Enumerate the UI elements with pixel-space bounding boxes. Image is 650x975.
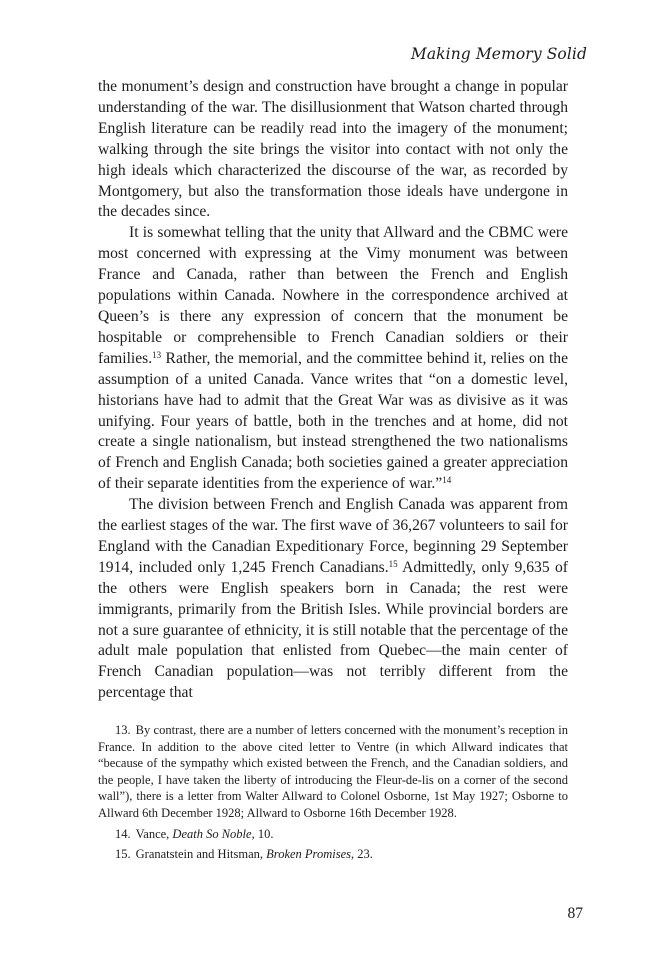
footnote-author: Granatstein and Hitsman, [135,847,264,862]
footnote-13 [98,722,568,822]
body-text [98,77,568,704]
footnote-ref-15[interactable]: 15 [388,558,398,569]
footnote-text: By contrast, there are a number of letters concerned with the monument’s reception in France. In addition to the above cited letter to Ventre (in which Allward indicates that “because of the sympathy which existed between the French, and the Canadian soldiers, and the people, I have taken the liberty of introducing the Fleur-de-lis on a corner of the second wall”), there is a letter from Walter Allward to Colonel Osborne, 1st May 1927; Osborne to Allward 6th December 1928; Allward to Osborne 16th December 1928. [98,723,568,820]
paragraph-2-text-a: It is somewhat telling that the unity that Allward and the CBMC were most concerned with expressing at the Vimy monument was between France and Canada, rather than between the French and English populations within Canada. Nowhere in the correspondence archived at Queen’s is there any expression of concern that the monument be hospitable or comprehensible to French Canadian soldiers or their families. [98,224,568,367]
footnote-ref-14[interactable]: 14 [442,475,452,486]
footnote-title: Death So Noble [172,826,252,841]
page-number: 87 [567,905,583,922]
paragraph-2-text-b: Rather, the memorial, and the committee behind it, relies on the assumption of a united Canada. Vance writes that “on a domestic level, historians have had to admit that the Great War was as divisive as it was unifying. Four years of battle, both in the trenches and at home, did not create a single nationalism, but instead strengthened the two nationalisms of French and English Canada; both societies gained a greater appreciation of their separate identities from the experience of war.” [98,349,568,493]
footnote-14 [98,826,568,843]
footnote-author: Vance, [135,826,170,841]
footnote-number: 13. [115,723,131,737]
paragraph-2 [98,223,568,495]
footnote-rest: , 23. [350,847,373,862]
footnote-number: 15. [115,847,131,862]
footnotes [98,722,568,867]
paragraph-3 [98,495,568,704]
footnote-ref-13[interactable]: 13 [152,349,162,360]
paragraph-1: the monument’s design and construction have brought a change in popular understanding of the war. The disillusionment that Watson charted through English literature can be readily read into the imagery of the monument; walking through the site brings the visitor into contact with not only the high ideals which characterized the discourse of the war, as recorded by Montgomery, but also the transformation those ideals have undergone in the decades since. [98,78,568,221]
footnote-number: 14. [115,826,131,841]
footnote-rest: , 10. [251,826,274,841]
paragraph-3-text-b: Admittedly, only 9,635 of the others were English speakers born in Canada; the rest were immigrants, primarily from the British Isles. While provincial borders are not a sure guarantee of ethnicity, it is still notable that the percentage of the adult male population that enlisted from Quebec—the main center of French Canadian population—was not terribly different from the percentage that [98,558,568,702]
footnote-title: Broken Promises [266,847,351,862]
running-head: Making Memory Solid [410,45,587,63]
footnote-15 [98,846,568,863]
paragraph-3-text-a: The division between French and English Canada was apparent from the earliest stages of the war. The first wave of 36,267 volunteers to sail for England with the Canadian Expeditionary Force, beginning 29 September 1914, included only 1,245 French Canadians. [98,496,568,576]
